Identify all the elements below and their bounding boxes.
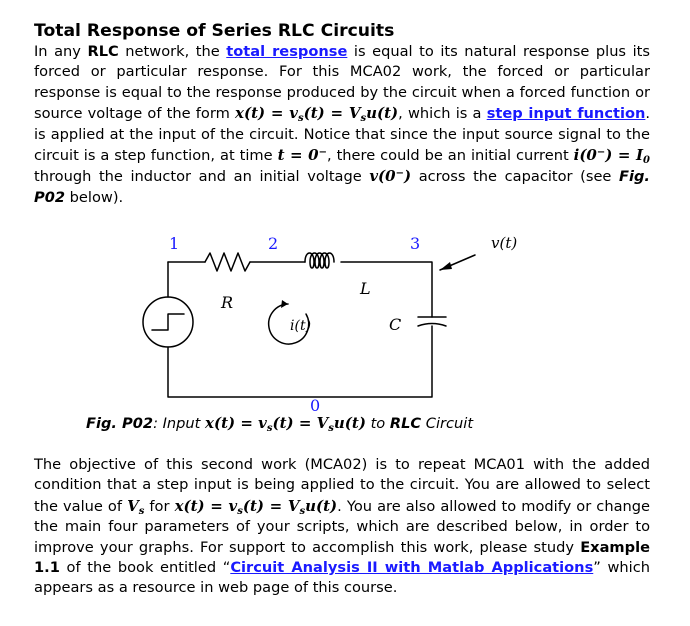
equation-v0: v(0−) [369, 167, 412, 186]
caption-rlc: RLC [389, 415, 422, 432]
inductor [305, 253, 334, 268]
book-link[interactable]: Circuit Analysis II with Matlab Applications [230, 559, 594, 577]
text: through the inductor and an initial voltage [34, 168, 370, 186]
node-0-label: 0 [310, 396, 321, 412]
node-3-label: 3 [410, 234, 421, 253]
capacitor-label: C [389, 315, 402, 334]
step-input-link[interactable]: step input function [486, 105, 646, 123]
example-reference: Example 1.1 [34, 538, 650, 577]
figure-reference: Fig. P02 [34, 168, 650, 206]
equation-xt: $x(t) = v_s(t) = V_su(t)$ [235, 104, 399, 125]
equation-t0: t = 0− [277, 146, 327, 165]
text: across the capacitor (see [411, 168, 620, 186]
document [34, 20, 650, 208]
text: network, the [118, 43, 227, 60]
intro-paragraph [34, 42, 650, 208]
text: ” which appears as a resource in web page of this course. [34, 559, 650, 597]
equation-i0: $i(0^-) = I_0$ [573, 146, 650, 167]
node-1-label: 1 [169, 234, 180, 253]
wire [168, 326, 432, 397]
page-title: Total Response of Series RLC Circuits [34, 21, 395, 41]
step-waveform-icon [152, 314, 184, 330]
node-2-label: 2 [268, 234, 279, 253]
text: In any [34, 43, 88, 60]
text: is equal to its natural response plus its forced or particular response. For this MCA02 work, the forced or particular response is equal to the response produced by the circuit when a forced function or source voltage of the form [34, 43, 650, 123]
rlc-bold: RLC [87, 43, 119, 60]
text: , there could be an initial current [326, 147, 574, 165]
text: for [144, 497, 175, 515]
figure-caption [86, 413, 473, 434]
current-arrowhead [281, 300, 288, 308]
resistor-label: R [221, 293, 234, 312]
resistor [205, 253, 250, 271]
equation-xt-2: $x(t) = v_s(t) = V_su(t)$ [174, 496, 338, 517]
current-label: i(t) [290, 318, 312, 334]
total-response-link[interactable]: total response [226, 43, 348, 60]
vt-arrowhead [440, 262, 452, 270]
text: Circuit [421, 415, 474, 432]
inductor-label: L [360, 279, 371, 298]
text: . You are also allowed to modify or change the main four parameters of your scripts, which are described below, in order to improve your graphs. For support to accomplish this work, please study [34, 497, 651, 556]
vs-symbol: $V_s$ [127, 496, 145, 517]
text: . is applied at the input of the circuit. Notice that since the input source signal to the circuit is a step function, at time [34, 105, 651, 165]
text: : Input [153, 415, 206, 432]
text: below). [65, 188, 124, 206]
rlc-circuit-diagram [130, 222, 550, 412]
caption-figlabel: Fig. P02 [86, 415, 154, 432]
wire [341, 262, 432, 317]
vt-label: v(t) [491, 234, 518, 252]
text: The objective of this second work (MCA02) is to repeat MCA01 with the added condition that a step input is being applied to the circuit. You are allowed to select the value of [34, 456, 650, 515]
caption-equation: $x(t) = v_s(t) = V_su(t)$ [205, 414, 366, 434]
objective-section [34, 455, 650, 599]
objective-paragraph [34, 455, 650, 599]
text: of the book entitled “ [59, 559, 231, 577]
text: , which is a [398, 105, 487, 123]
text: to [365, 415, 390, 432]
